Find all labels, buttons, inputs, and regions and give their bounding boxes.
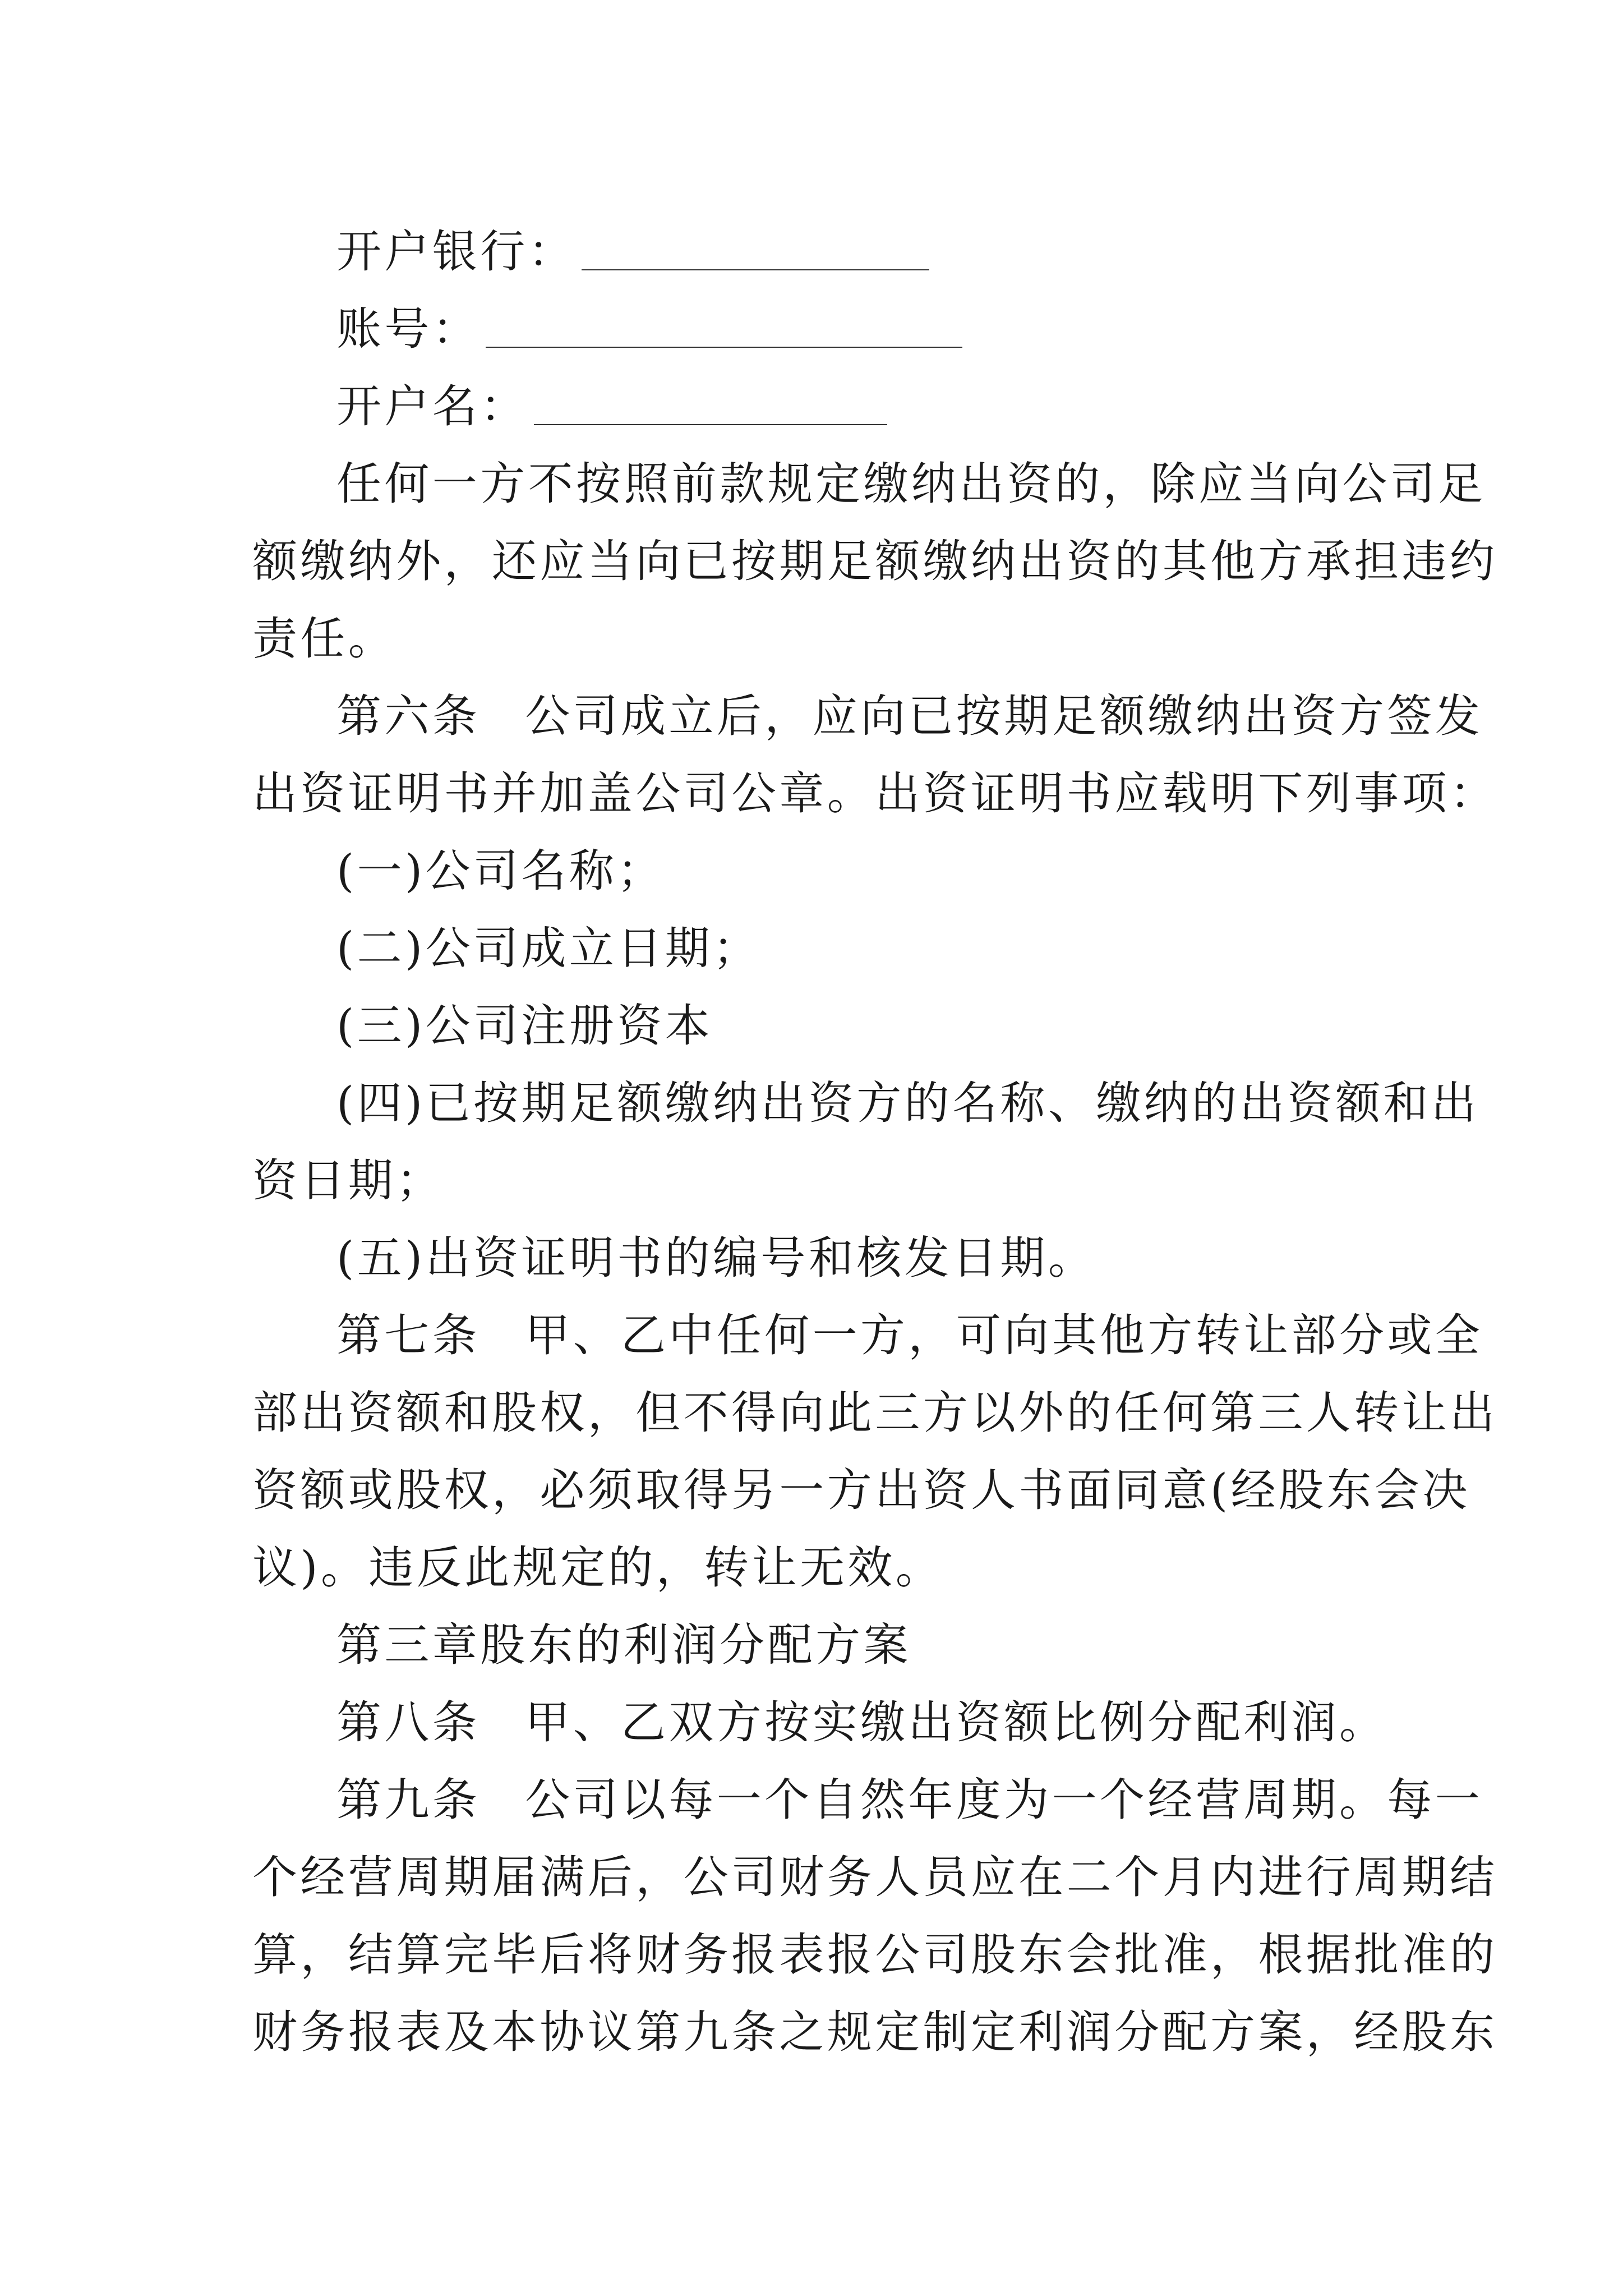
article-8 <box>252 1684 1391 1761</box>
list-item: (五)出资证明书的编号和核发日期。 <box>336 1232 1096 1284</box>
bank-field-label: 开户银行： <box>336 226 576 278</box>
article-6-items <box>252 832 1479 1297</box>
bank-field <box>252 213 1391 291</box>
article-6 <box>252 678 1498 832</box>
article-8-first-line <box>252 1684 1391 1761</box>
holder-field <box>252 368 1391 445</box>
list-item-continuation: 资日期； <box>252 1154 444 1207</box>
paragraph-line: 责任。 <box>252 613 396 665</box>
article-6-number: 第六条 <box>336 690 481 742</box>
paragraph-line: 额缴纳外，还应当向已按期足额缴纳出资的其他方承担违约 <box>252 535 1498 587</box>
paragraph-line: 资额或股权，必须取得另一方出资人书面同意(经股东会决 <box>252 1464 1470 1516</box>
paragraph-line: 算，结算完毕后将财务报表报公司股东会批准，根据批准的 <box>252 1929 1498 1981</box>
article-6-text: 公司成立后，应向已按期足额缴纳出资方签发 <box>525 690 1483 742</box>
paragraph-line: 议)。违反此规定的，转让无效。 <box>252 1542 944 1594</box>
chapter-3-title: 第三章股东的利润分配方案 <box>336 1619 911 1671</box>
article-9 <box>252 1761 1498 2071</box>
paragraph-line: 任何一方不按照前款规定缴纳出资的，除应当向公司足 <box>336 458 1486 510</box>
article-7-number: 第七条 <box>336 1309 481 1361</box>
document-body <box>252 213 1498 2071</box>
paragraph-line: 个经营周期届满后，公司财务人员应在二个月内进行周期结 <box>252 1851 1498 1903</box>
list-item: (四)已按期足额缴纳出资方的名称、缴纳的出资额和出 <box>336 1077 1479 1129</box>
paragraph-line: 财务报表及本协议第九条之规定制定利润分配方案，经股东 <box>252 2006 1498 2058</box>
list-item: (一)公司名称； <box>336 845 665 897</box>
article-7-first-line <box>252 1297 1483 1374</box>
list-item: (二)公司成立日期； <box>336 922 761 974</box>
paragraph-line: 部出资额和股权，但不得向此三方以外的任何第三人转让出 <box>252 1387 1498 1439</box>
paragraph-line: 出资证明书并加盖公司公章。出资证明书应载明下列事项： <box>252 767 1498 820</box>
account-field <box>252 291 1391 368</box>
article-6-first-line <box>252 678 1483 755</box>
article-9-number: 第九条 <box>336 1774 481 1826</box>
holder-field-blank[interactable] <box>534 368 887 425</box>
article-8-number: 第八条 <box>336 1696 481 1749</box>
holder-field-label: 开户名： <box>336 380 528 432</box>
article-7-text: 甲、乙中任何一方，可向其他方转让部分或全 <box>525 1309 1483 1361</box>
article-9-text: 公司以每一个自然年度为一个经营周期。每一 <box>525 1774 1483 1826</box>
article-7 <box>252 1297 1498 1607</box>
account-field-label: 账号： <box>336 303 481 355</box>
list-item: (三)公司注册资本 <box>336 1000 713 1052</box>
article-9-first-line <box>252 1761 1483 1839</box>
article-8-text: 甲、乙双方按实缴出资额比例分配利润。 <box>525 1696 1387 1749</box>
bank-field-blank[interactable] <box>582 213 929 270</box>
paragraph-default-liability <box>252 445 1498 678</box>
account-field-blank[interactable] <box>486 291 962 348</box>
